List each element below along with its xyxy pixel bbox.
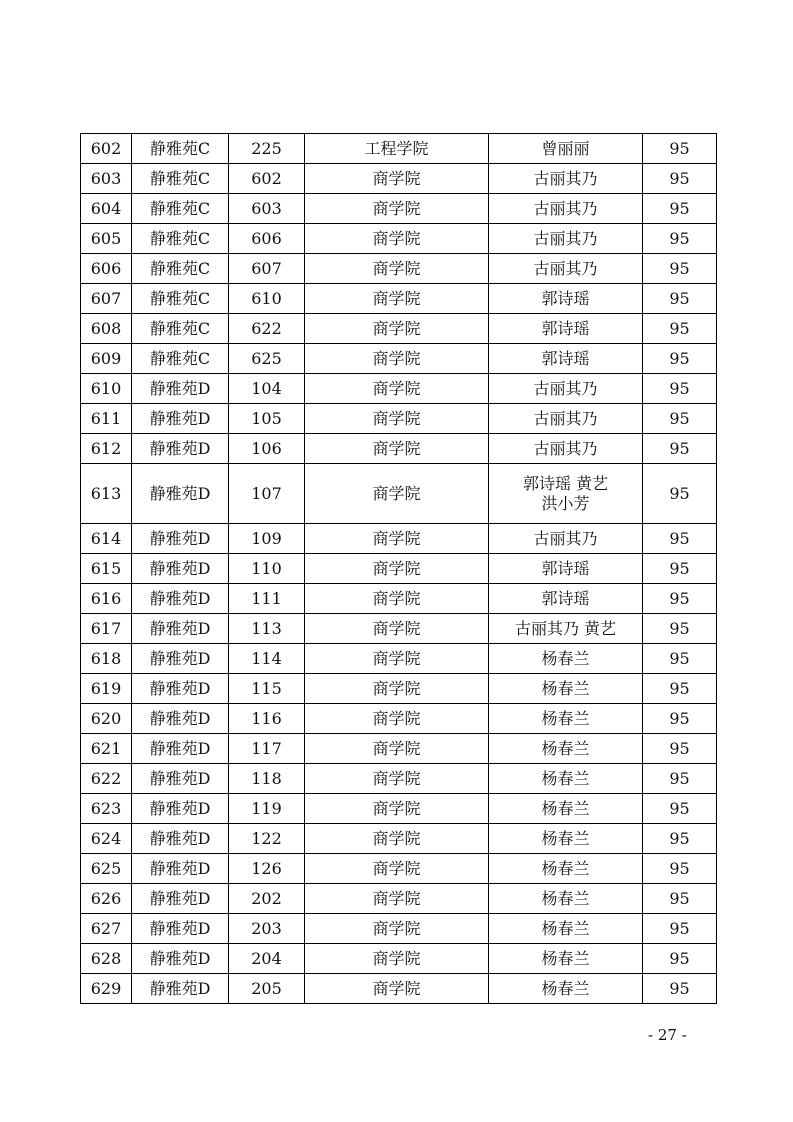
score-cell: 95	[643, 434, 717, 464]
row-number-cell: 610	[81, 374, 132, 404]
table-row	[81, 524, 717, 554]
row-number-cell: 624	[81, 824, 132, 854]
college-cell: 商学院	[305, 644, 489, 674]
table-row	[81, 644, 717, 674]
person-cell: 郭诗瑶 黄艺 洪小芳	[489, 464, 643, 524]
row-number-cell: 608	[81, 314, 132, 344]
building-cell: 静雅苑D	[132, 434, 229, 464]
room-cell: 126	[229, 854, 305, 884]
building-cell: 静雅苑D	[132, 704, 229, 734]
score-cell: 95	[643, 734, 717, 764]
room-cell: 109	[229, 524, 305, 554]
row-number-cell: 619	[81, 674, 132, 704]
building-cell: 静雅苑C	[132, 224, 229, 254]
table-row	[81, 134, 717, 164]
room-cell: 602	[229, 164, 305, 194]
row-number-cell: 623	[81, 794, 132, 824]
person-cell: 杨春兰	[489, 944, 643, 974]
row-number-cell: 616	[81, 584, 132, 614]
person-cell: 杨春兰	[489, 914, 643, 944]
college-cell: 商学院	[305, 884, 489, 914]
room-cell: 106	[229, 434, 305, 464]
person-cell: 杨春兰	[489, 704, 643, 734]
room-cell: 610	[229, 284, 305, 314]
college-cell: 商学院	[305, 464, 489, 524]
room-cell: 203	[229, 914, 305, 944]
row-number-cell: 625	[81, 854, 132, 884]
college-cell: 商学院	[305, 284, 489, 314]
person-cell: 古丽其乃	[489, 374, 643, 404]
college-cell: 商学院	[305, 164, 489, 194]
college-cell: 商学院	[305, 704, 489, 734]
college-cell: 商学院	[305, 584, 489, 614]
building-cell: 静雅苑D	[132, 854, 229, 884]
building-cell: 静雅苑D	[132, 974, 229, 1004]
building-cell: 静雅苑D	[132, 914, 229, 944]
score-cell: 95	[643, 854, 717, 884]
room-cell: 104	[229, 374, 305, 404]
person-cell: 古丽其乃 黄艺	[489, 614, 643, 644]
row-number-cell: 617	[81, 614, 132, 644]
table-row	[81, 734, 717, 764]
table-row	[81, 884, 717, 914]
table-row	[81, 284, 717, 314]
building-cell: 静雅苑D	[132, 764, 229, 794]
building-cell: 静雅苑C	[132, 344, 229, 374]
row-number-cell: 609	[81, 344, 132, 374]
building-cell: 静雅苑D	[132, 614, 229, 644]
building-cell: 静雅苑D	[132, 584, 229, 614]
score-cell: 95	[643, 644, 717, 674]
building-cell: 静雅苑D	[132, 404, 229, 434]
room-cell: 204	[229, 944, 305, 974]
building-cell: 静雅苑D	[132, 674, 229, 704]
row-number-cell: 612	[81, 434, 132, 464]
table-row	[81, 764, 717, 794]
table-row	[81, 794, 717, 824]
table-row	[81, 824, 717, 854]
person-cell: 古丽其乃	[489, 434, 643, 464]
building-cell: 静雅苑D	[132, 524, 229, 554]
row-number-cell: 606	[81, 254, 132, 284]
row-number-cell: 611	[81, 404, 132, 434]
room-cell: 113	[229, 614, 305, 644]
score-cell: 95	[643, 884, 717, 914]
row-number-cell: 622	[81, 764, 132, 794]
room-cell: 603	[229, 194, 305, 224]
row-number-cell: 614	[81, 524, 132, 554]
person-cell: 杨春兰	[489, 674, 643, 704]
room-cell: 115	[229, 674, 305, 704]
room-cell: 606	[229, 224, 305, 254]
score-cell: 95	[643, 794, 717, 824]
table-row	[81, 914, 717, 944]
person-cell: 郭诗瑶	[489, 344, 643, 374]
room-cell: 122	[229, 824, 305, 854]
score-cell: 95	[643, 584, 717, 614]
building-cell: 静雅苑D	[132, 944, 229, 974]
score-cell: 95	[643, 524, 717, 554]
building-cell: 静雅苑D	[132, 644, 229, 674]
person-cell: 古丽其乃	[489, 404, 643, 434]
table-row	[81, 554, 717, 584]
room-cell: 116	[229, 704, 305, 734]
college-cell: 商学院	[305, 674, 489, 704]
score-cell: 95	[643, 284, 717, 314]
person-cell: 古丽其乃	[489, 164, 643, 194]
building-cell: 静雅苑C	[132, 284, 229, 314]
row-number-cell: 613	[81, 464, 132, 524]
room-cell: 105	[229, 404, 305, 434]
person-cell: 古丽其乃	[489, 254, 643, 284]
building-cell: 静雅苑D	[132, 464, 229, 524]
score-cell: 95	[643, 464, 717, 524]
college-cell: 商学院	[305, 374, 489, 404]
person-cell: 杨春兰	[489, 644, 643, 674]
person-cell: 杨春兰	[489, 734, 643, 764]
table-row	[81, 374, 717, 404]
row-number-cell: 604	[81, 194, 132, 224]
table-row	[81, 464, 717, 524]
college-cell: 商学院	[305, 824, 489, 854]
person-cell: 杨春兰	[489, 884, 643, 914]
college-cell: 商学院	[305, 194, 489, 224]
building-cell: 静雅苑C	[132, 314, 229, 344]
score-cell: 95	[643, 674, 717, 704]
room-cell: 118	[229, 764, 305, 794]
college-cell: 商学院	[305, 944, 489, 974]
college-cell: 商学院	[305, 554, 489, 584]
building-cell: 静雅苑C	[132, 164, 229, 194]
person-cell: 古丽其乃	[489, 224, 643, 254]
college-cell: 商学院	[305, 314, 489, 344]
score-cell: 95	[643, 344, 717, 374]
person-cell: 曾丽丽	[489, 134, 643, 164]
person-cell: 郭诗瑶	[489, 584, 643, 614]
college-cell: 商学院	[305, 764, 489, 794]
college-cell: 商学院	[305, 854, 489, 884]
room-cell: 607	[229, 254, 305, 284]
table-row	[81, 704, 717, 734]
building-cell: 静雅苑D	[132, 884, 229, 914]
building-cell: 静雅苑D	[132, 794, 229, 824]
person-cell: 杨春兰	[489, 974, 643, 1004]
person-cell: 古丽其乃	[489, 194, 643, 224]
score-cell: 95	[643, 314, 717, 344]
score-cell: 95	[643, 974, 717, 1004]
room-cell: 111	[229, 584, 305, 614]
person-cell: 郭诗瑶	[489, 554, 643, 584]
building-cell: 静雅苑D	[132, 824, 229, 854]
table-row	[81, 974, 717, 1004]
row-number-cell: 618	[81, 644, 132, 674]
row-number-cell: 627	[81, 914, 132, 944]
row-number-cell: 607	[81, 284, 132, 314]
score-cell: 95	[643, 164, 717, 194]
table-row	[81, 944, 717, 974]
building-cell: 静雅苑D	[132, 554, 229, 584]
score-cell: 95	[643, 374, 717, 404]
table-row	[81, 434, 717, 464]
table-row	[81, 314, 717, 344]
person-cell: 杨春兰	[489, 854, 643, 884]
score-cell: 95	[643, 194, 717, 224]
row-number-cell: 620	[81, 704, 132, 734]
room-cell: 114	[229, 644, 305, 674]
score-cell: 95	[643, 944, 717, 974]
room-cell: 202	[229, 884, 305, 914]
building-cell: 静雅苑C	[132, 254, 229, 284]
room-cell: 205	[229, 974, 305, 1004]
table-row	[81, 164, 717, 194]
person-cell: 郭诗瑶	[489, 314, 643, 344]
score-cell: 95	[643, 764, 717, 794]
college-cell: 商学院	[305, 524, 489, 554]
room-cell: 110	[229, 554, 305, 584]
table-row	[81, 344, 717, 374]
building-cell: 静雅苑D	[132, 734, 229, 764]
building-cell: 静雅苑C	[132, 194, 229, 224]
person-cell: 古丽其乃	[489, 524, 643, 554]
table-row	[81, 254, 717, 284]
person-cell: 杨春兰	[489, 764, 643, 794]
college-cell: 工程学院	[305, 134, 489, 164]
college-cell: 商学院	[305, 344, 489, 374]
room-cell: 117	[229, 734, 305, 764]
building-cell: 静雅苑D	[132, 374, 229, 404]
score-cell: 95	[643, 134, 717, 164]
table-row	[81, 674, 717, 704]
score-cell: 95	[643, 914, 717, 944]
row-number-cell: 626	[81, 884, 132, 914]
table-row	[81, 614, 717, 644]
college-cell: 商学院	[305, 734, 489, 764]
row-number-cell: 628	[81, 944, 132, 974]
college-cell: 商学院	[305, 974, 489, 1004]
person-cell: 郭诗瑶	[489, 284, 643, 314]
row-number-cell: 615	[81, 554, 132, 584]
score-cell: 95	[643, 254, 717, 284]
person-cell: 杨春兰	[489, 824, 643, 854]
score-cell: 95	[643, 404, 717, 434]
college-cell: 商学院	[305, 404, 489, 434]
room-cell: 107	[229, 464, 305, 524]
score-cell: 95	[643, 554, 717, 584]
college-cell: 商学院	[305, 254, 489, 284]
room-cell: 225	[229, 134, 305, 164]
table-row	[81, 194, 717, 224]
college-cell: 商学院	[305, 794, 489, 824]
score-cell: 95	[643, 704, 717, 734]
college-cell: 商学院	[305, 914, 489, 944]
row-number-cell: 629	[81, 974, 132, 1004]
row-number-cell: 621	[81, 734, 132, 764]
score-cell: 95	[643, 224, 717, 254]
room-cell: 625	[229, 344, 305, 374]
person-cell: 杨春兰	[489, 794, 643, 824]
row-number-cell: 605	[81, 224, 132, 254]
row-number-cell: 602	[81, 134, 132, 164]
college-cell: 商学院	[305, 434, 489, 464]
college-cell: 商学院	[305, 614, 489, 644]
table-row	[81, 584, 717, 614]
building-cell: 静雅苑C	[132, 134, 229, 164]
room-cell: 119	[229, 794, 305, 824]
table-body	[81, 134, 717, 1004]
dormitory-table	[80, 133, 717, 1004]
score-cell: 95	[643, 614, 717, 644]
college-cell: 商学院	[305, 224, 489, 254]
row-number-cell: 603	[81, 164, 132, 194]
table-row	[81, 224, 717, 254]
table-row	[81, 404, 717, 434]
table-row	[81, 854, 717, 884]
page-number: - 27 -	[648, 1026, 687, 1044]
score-cell: 95	[643, 824, 717, 854]
room-cell: 622	[229, 314, 305, 344]
